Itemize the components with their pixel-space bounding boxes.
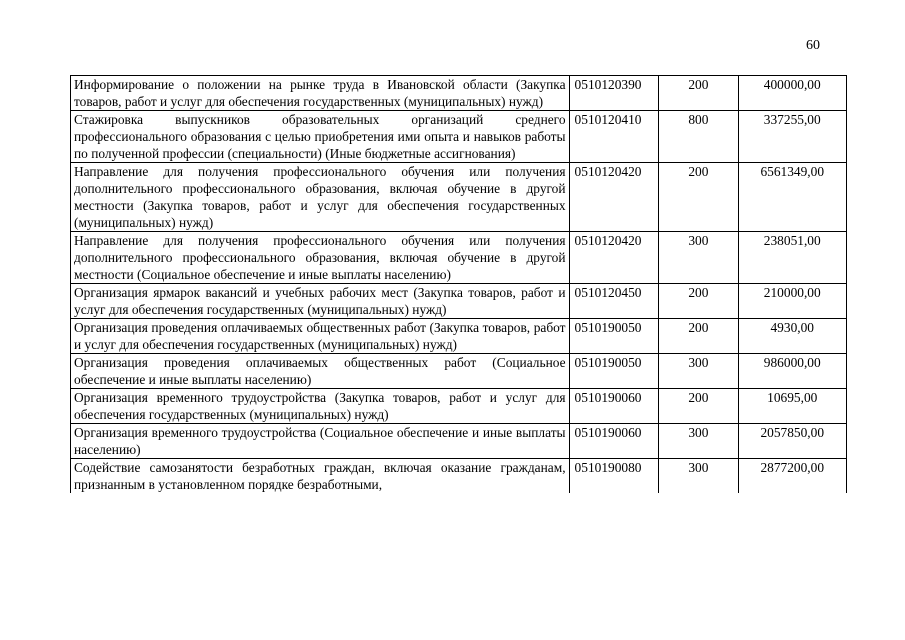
row-expense-type: 300 [659,354,738,389]
row-description: Организация временного трудоустройства (Социальное обеспечение и иные выплаты населению) [71,424,570,459]
page-number: 60 [806,38,820,53]
table-row [71,319,847,354]
row-amount: 238051,00 [738,232,847,284]
row-description: Организация проведения оплачиваемых общественных работ (Закупка товаров, работ и услуг для обеспечения государственных (муниципальных) нужд) [71,319,570,354]
table-row [71,284,847,319]
row-description-text: Содействие самозанятости безработных граждан, включая оказание гражданам, признанным в установленном порядке безработными, [74,460,566,492]
row-amount: 6561349,00 [738,163,847,232]
row-amount: 986000,00 [738,354,847,389]
row-target-code: 0510120450 [569,284,659,319]
row-description [71,459,570,494]
row-expense-type: 200 [659,389,738,424]
row-expense-type: 200 [659,319,738,354]
row-expense-type: 300 [659,424,738,459]
table-row [71,424,847,459]
table-row [71,232,847,284]
table-row [71,389,847,424]
row-expense-type: 200 [659,163,738,232]
row-expense-type: 200 [659,76,738,111]
row-target-code: 0510120420 [569,232,659,284]
row-amount: 4930,00 [738,319,847,354]
table-row [71,354,847,389]
row-amount: 2877200,00 [738,459,847,494]
row-expense-type: 800 [659,111,738,163]
row-target-code: 0510190060 [569,424,659,459]
row-expense-type: 300 [659,459,738,494]
row-description: Направление для получения профессионального обучения или получения дополнительного профессионального образования, включая обучение в другой местности (Социальное обеспечение и иные выплаты населению) [71,232,570,284]
row-target-code: 0510120390 [569,76,659,111]
table-row [71,459,847,494]
row-description: Организация ярмарок вакансий и учебных рабочих мест (Закупка товаров, работ и услуг для обеспечения государственных (муниципальных) нужд) [71,284,570,319]
table-row [71,163,847,232]
row-expense-type: 200 [659,284,738,319]
row-amount: 400000,00 [738,76,847,111]
row-target-code: 0510190060 [569,389,659,424]
row-description: Организация проведения оплачиваемых общественных работ (Социальное обеспечение и иные выплаты населению) [71,354,570,389]
row-description: Информирование о положении на рынке труда в Ивановской области (Закупка товаров, работ и услуг для обеспечения государственных (муниципальных) нужд) [71,76,570,111]
row-expense-type: 300 [659,232,738,284]
row-target-code: 0510120420 [569,163,659,232]
table-row [71,76,847,111]
row-target-code: 0510190080 [569,459,659,494]
row-amount: 210000,00 [738,284,847,319]
row-amount: 2057850,00 [738,424,847,459]
budget-table [70,75,847,493]
row-description: Организация временного трудоустройства (Закупка товаров, работ и услуг для обеспечения государственных (муниципальных) нужд) [71,389,570,424]
row-amount: 337255,00 [738,111,847,163]
row-target-code: 0510190050 [569,319,659,354]
row-description: Направление для получения профессионального обучения или получения дополнительного профессионального образования, включая обучение в другой местности (Закупка товаров, работ и услуг для обеспечения государственных (муниципальных) нужд) [71,163,570,232]
row-target-code: 0510120410 [569,111,659,163]
row-description: Стажировка выпускников образовательных организаций среднего профессионального образования с целью приобретения ими опыта и навыков работы по полученной профессии (специальности) (Иные бюджетные ассигнования) [71,111,570,163]
row-amount: 10695,00 [738,389,847,424]
table-row [71,111,847,163]
row-target-code: 0510190050 [569,354,659,389]
